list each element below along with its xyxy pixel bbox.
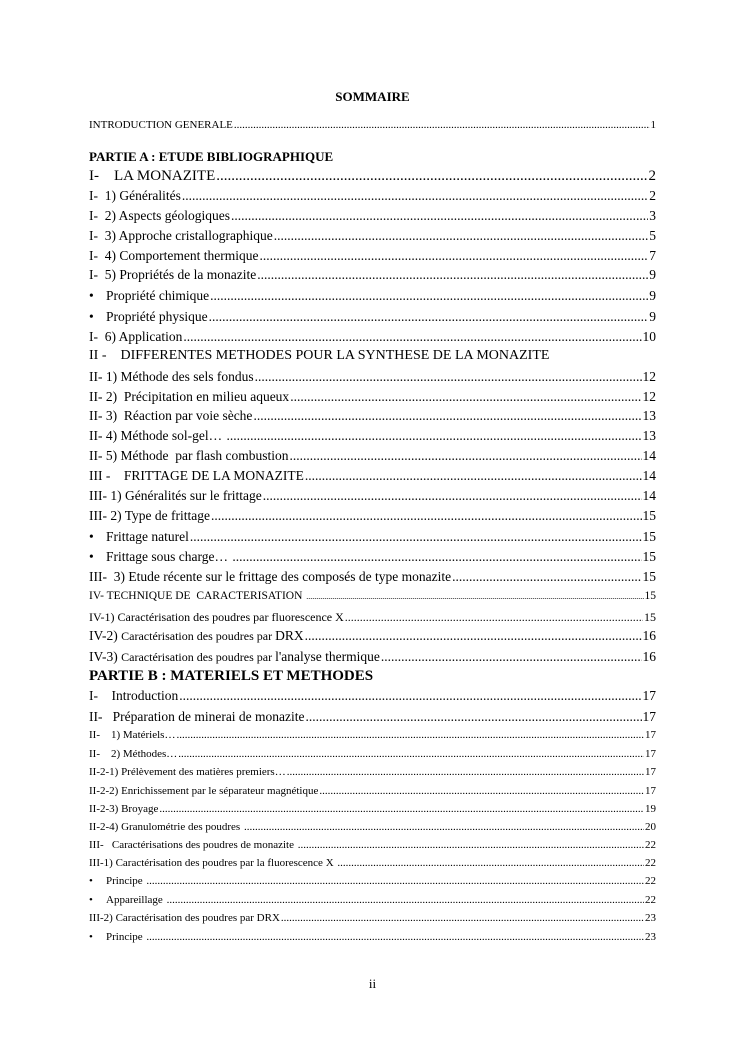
toc-entry-label: II-2-1) Prélèvement des matières premiers…: [89, 766, 286, 778]
page-title: SOMMAIRE: [335, 89, 410, 104]
toc-entry-label: II- 5) Méthode par flash combustion: [89, 448, 289, 463]
toc-entry-page: 19: [645, 803, 656, 815]
toc-entry-label: I- Introduction: [89, 688, 179, 703]
toc-entry[interactable]: [89, 688, 656, 704]
toc-entry[interactable]: [89, 288, 656, 304]
toc-leader-dots: [319, 785, 644, 798]
toc-entry-label: IV-3) Caractérisation des poudres par l'analyse thermique: [89, 649, 380, 664]
toc-leader-dots: [176, 729, 644, 742]
toc-entry-label: III- Caractérisations des poudres de monazite: [89, 839, 297, 851]
toc-entry[interactable]: [89, 428, 656, 444]
toc-leader-dots: [255, 369, 642, 385]
toc-entry[interactable]: [89, 912, 656, 925]
toc-entry-label: III - FRITTAGE DE LA MONAZITE: [89, 468, 304, 483]
toc-leader-dots: [179, 688, 641, 704]
toc-entry-label: Frittage naturel: [106, 529, 189, 544]
toc-entry-label: II- Préparation de minerai de monazite: [89, 709, 305, 724]
toc-entry-page: 16: [642, 628, 656, 643]
toc-entry-label: II- 1) Méthode des sels fondus: [89, 369, 254, 384]
toc-leader-dots: [306, 709, 642, 725]
toc-leader-dots: [211, 508, 642, 524]
toc-leader-dots: [244, 821, 644, 834]
toc-entry-page: 1: [650, 119, 656, 131]
toc-entry[interactable]: [89, 649, 656, 665]
toc-entry[interactable]: [89, 628, 656, 644]
toc-entry-page: 22: [645, 839, 656, 851]
toc-entry-label: I- 3) Approche cristallographique: [89, 228, 273, 243]
toc-entry-label: Principe: [106, 875, 146, 887]
toc-entry-label: I- 5) Propriétés de la monazite: [89, 267, 257, 282]
toc-leader-dots: [226, 428, 641, 444]
toc-leader-dots: [263, 488, 642, 504]
bullet-icon: •: [89, 549, 94, 564]
toc-entry-page: 7: [649, 248, 656, 263]
toc-leader-dots: [274, 228, 649, 244]
toc-leader-dots: [287, 766, 644, 779]
toc-entry[interactable]: [89, 857, 656, 870]
toc-entry-page: 17: [645, 748, 656, 760]
bullet-icon: •: [89, 875, 93, 887]
toc-entry[interactable]: [89, 329, 656, 345]
toc-entry-page: 15: [642, 508, 656, 523]
toc-entry[interactable]: [89, 766, 656, 779]
toc-leader-dots: [452, 569, 641, 585]
toc-entry-page: 17: [645, 729, 656, 741]
toc-entry[interactable]: [89, 529, 656, 545]
toc-entry-page: 15: [642, 549, 656, 564]
toc-entry[interactable]: [89, 188, 656, 204]
toc-entry-label: Frittage sous charge…: [106, 549, 232, 564]
toc-entry[interactable]: [89, 267, 656, 283]
toc-entry-label: II- 4) Méthode sol-gel…: [89, 428, 226, 443]
toc-entry[interactable]: [89, 785, 656, 798]
toc-leader-dots: [167, 894, 644, 907]
toc-leader-dots: [146, 931, 644, 944]
toc-leader-dots: [178, 748, 644, 761]
toc-entry-page: 15: [642, 529, 656, 544]
toc-entry-page: 5: [649, 228, 656, 243]
bullet-icon: •: [89, 288, 94, 303]
toc-entry-page: 3: [649, 208, 656, 223]
toc-entry[interactable]: [89, 709, 656, 725]
toc-entry-page: 17: [645, 785, 656, 797]
toc-leader-dots: [183, 329, 641, 345]
toc-entry[interactable]: [89, 549, 656, 565]
toc-entry-page: 22: [645, 894, 656, 906]
toc-entry-label: III- 1) Généralités sur le frittage: [89, 488, 262, 503]
page-number: ii: [368, 976, 377, 991]
toc-entry-page: 22: [645, 857, 656, 869]
toc-leader-dots: [290, 389, 641, 405]
toc-leader-dots: [345, 610, 643, 624]
toc-entry-label: II-2-4) Granulométrie des poudres: [89, 821, 243, 833]
toc-leader-dots: [281, 912, 644, 925]
toc-entry[interactable]: [89, 309, 656, 325]
toc-entry-page: 17: [642, 709, 656, 724]
toc-leader-dots: [253, 408, 641, 424]
toc-entry-label: I- LA MONAZITE: [89, 168, 216, 184]
toc-leader-dots: [306, 592, 643, 602]
toc-leader-dots: [232, 549, 641, 565]
toc-leader-dots: [298, 839, 644, 852]
toc-leader-dots: [305, 468, 642, 484]
toc-entry-label: II - DIFFERENTES METHODES POUR LA SYNTHESE DE LA MONAZITE: [89, 348, 550, 363]
toc-entry-page: 23: [645, 912, 656, 924]
toc-entry-page: 9: [649, 309, 656, 324]
toc-entry-page: 12: [642, 369, 656, 384]
toc-entry-label: II- 1) Matériels…: [89, 729, 176, 741]
toc-entry-page: 17: [642, 688, 656, 703]
toc-entry[interactable]: [89, 389, 656, 405]
toc-entry-introduction[interactable]: [89, 119, 656, 132]
part-b-heading: PARTIE B : MATERIELS ET METHODES: [89, 668, 374, 684]
toc-entry[interactable]: [89, 821, 656, 834]
toc-entry-page: 23: [645, 931, 656, 943]
toc-leader-dots: [257, 267, 648, 283]
toc-leader-dots: [159, 803, 644, 816]
toc-leader-dots: [259, 248, 648, 264]
toc-entry-page: 9: [649, 288, 656, 303]
toc-entry-page: 2: [649, 188, 656, 203]
toc-leader-dots: [182, 188, 648, 204]
toc-leader-dots: [289, 448, 641, 464]
toc-entry[interactable]: [89, 508, 656, 524]
toc-entry[interactable]: [89, 839, 656, 852]
toc-entry-page: 15: [644, 590, 656, 602]
toc-leader-dots: [190, 529, 642, 545]
bullet-icon: •: [89, 309, 94, 324]
bullet-icon: •: [89, 529, 94, 544]
toc-leader-dots: [216, 167, 647, 185]
part-a-heading: PARTIE A : ETUDE BIBLIOGRAPHIQUE: [89, 149, 334, 164]
toc-entry-page: 16: [642, 649, 656, 664]
toc-entry[interactable]: [89, 348, 656, 365]
toc-leader-dots: [209, 309, 649, 325]
toc-entry-label: I- 1) Généralités: [89, 188, 181, 203]
toc-entry-label: Propriété chimique: [106, 288, 210, 303]
toc-entry-label: IV- TECHNIQUE DE CARACTERISATION: [89, 590, 306, 602]
toc-entry[interactable]: [89, 875, 656, 888]
toc-entry-label: IV-2) Caractérisation des poudres par DRX: [89, 628, 304, 643]
toc-leader-dots: [381, 649, 642, 665]
toc-entry-label: I- 6) Application: [89, 329, 183, 344]
toc-entry-page: 15: [644, 610, 656, 624]
toc-entry-label: III-1) Caractérisation des poudres par la fluorescence X: [89, 857, 337, 869]
toc-entry-label: Propriété physique: [106, 309, 208, 324]
toc-entry[interactable]: [89, 228, 656, 244]
toc-entry-label: II- 3) Réaction par voie sèche: [89, 408, 253, 423]
toc-entry-label: I- 4) Comportement thermique: [89, 248, 259, 263]
toc-entry[interactable]: [89, 468, 656, 484]
bullet-icon: •: [89, 894, 93, 906]
toc-entry-page: 10: [642, 329, 656, 344]
toc-entry-label: II-2-3) Broyage: [89, 803, 159, 815]
toc-entry-label: II- 2) Méthodes…: [89, 748, 178, 760]
toc-entry-page: 14: [642, 468, 656, 483]
toc-entry-label: III-2) Caractérisation des poudres par DRX: [89, 912, 280, 924]
toc-entry[interactable]: [89, 569, 656, 585]
toc-entry[interactable]: [89, 488, 656, 504]
toc-entry-label: I- 2) Aspects géologiques: [89, 208, 230, 223]
toc-entry-label: III- 3) Etude récente sur le frittage des composés de type monazite: [89, 569, 452, 584]
toc-entry-page: 17: [645, 766, 656, 778]
toc-entry[interactable]: [89, 167, 656, 185]
toc-entry[interactable]: [89, 408, 656, 424]
toc-entry[interactable]: [89, 748, 656, 761]
toc-entry-label: III- 2) Type de frittage: [89, 508, 210, 523]
toc-entry-page: 13: [642, 408, 656, 423]
toc-entry[interactable]: [89, 590, 656, 604]
toc-entry-page: 20: [645, 821, 656, 833]
toc-entry-label: II-2-2) Enrichissement par le séparateur magnétique: [89, 785, 319, 797]
toc-entry[interactable]: [89, 208, 656, 224]
toc-entry-label: Principe: [106, 931, 146, 943]
toc-entry[interactable]: [89, 803, 656, 816]
toc-entry[interactable]: [89, 610, 656, 624]
toc-entry-label: INTRODUCTION GENERALE: [89, 119, 233, 131]
toc-leader-dots: [305, 628, 642, 644]
toc-entry[interactable]: [89, 894, 656, 907]
toc-leader-dots: [146, 875, 644, 888]
toc-entry-page: 14: [642, 448, 656, 463]
toc-entry[interactable]: [89, 248, 656, 264]
toc-entry[interactable]: [89, 931, 656, 944]
toc-entry-label: IV-1) Caractérisation des poudres par fluorescence X: [89, 610, 344, 624]
toc-entry-page: 12: [642, 389, 656, 404]
toc-entry-label: II- 2) Précipitation en milieu aqueux: [89, 389, 290, 404]
toc-entry-page: 2: [648, 168, 656, 184]
toc-entry-page: 22: [645, 875, 656, 887]
bullet-icon: •: [89, 931, 93, 943]
toc-entry-page: 14: [642, 488, 656, 503]
toc-leader-dots: [231, 208, 648, 224]
toc-entry[interactable]: [89, 369, 656, 385]
toc-entry-page: 13: [642, 428, 656, 443]
toc-entry-page: 15: [642, 569, 656, 584]
toc-entry[interactable]: [89, 729, 656, 742]
toc-leader-dots: [210, 288, 648, 304]
toc-entry[interactable]: [89, 448, 656, 464]
toc-leader-dots: [234, 119, 650, 132]
toc-entry-page: 9: [649, 267, 656, 282]
toc-entry-label: Appareillage: [106, 894, 166, 906]
toc-leader-dots: [337, 857, 644, 870]
